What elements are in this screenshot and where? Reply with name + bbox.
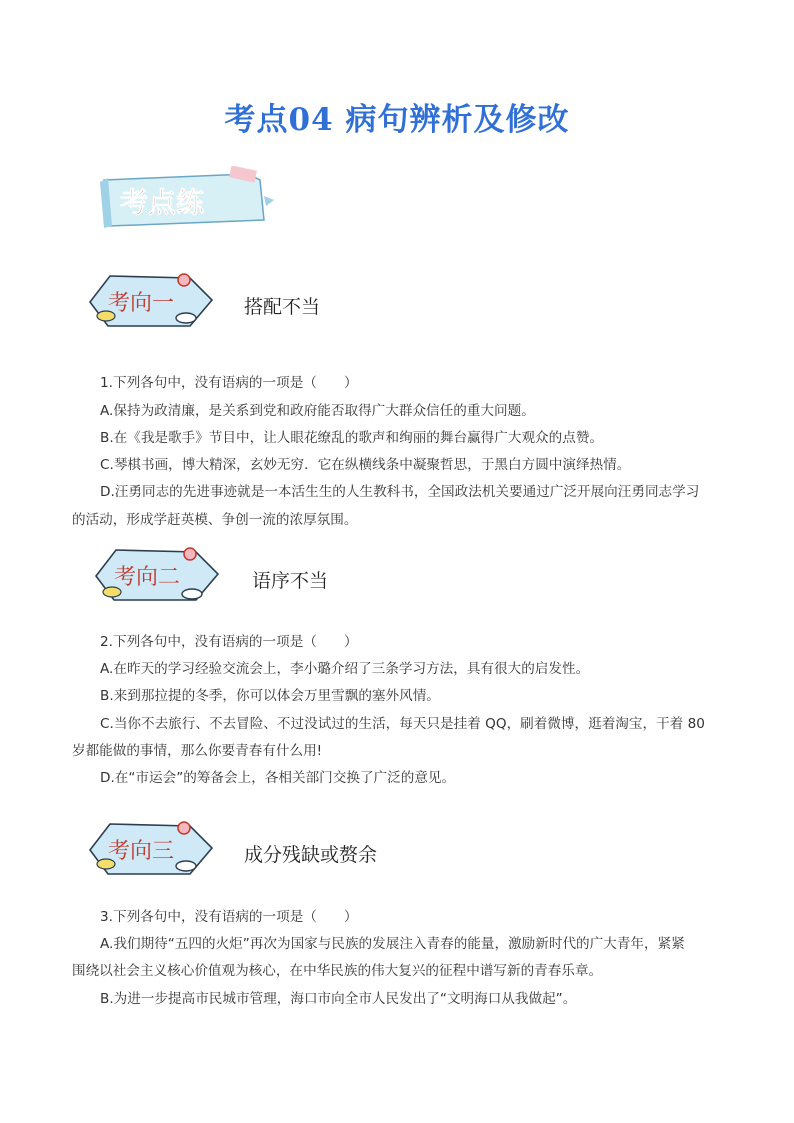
question-option-cont: 岁都能做的事情，那么你要青春有什么用! (72, 743, 323, 759)
question-option: A.在昨天的学习经验交流会上，李小璐介绍了三条学习方法，具有很大的启发性。 (100, 661, 590, 677)
question-option: B.来到那拉提的冬季，你可以体会万里雪飘的塞外风情。 (100, 688, 440, 704)
section-badge-label: 考向二 (114, 565, 181, 590)
section-banner (98, 166, 276, 232)
question-option: D.在“市运会”的筹备会上，各相关部门交换了广泛的意见。 (100, 770, 456, 786)
section-heading: 搭配不当 (244, 296, 321, 318)
question-option-cont: 的活动，形成学赶英模、争创一流的浓厚氛围。 (72, 512, 358, 528)
banner-label: 考点练 (120, 186, 205, 219)
section-badge-label: 考向三 (108, 839, 175, 864)
question-option-cont: 围绕以社会主义核心价值观为核心，在中华民族的伟大复兴的征程中谱写新的青春乐章。 (72, 963, 603, 979)
question-stem: 2.下列各句中，没有语病的一项是（ ） (100, 634, 358, 650)
question-option: B.为进一步提高市民城市管理，海口市向全市人民发出了“文明海口从我做起”。 (100, 991, 577, 1007)
section-badge-2 (92, 544, 222, 614)
section-heading: 语序不当 (252, 570, 329, 592)
question-option: C.当你不去旅行、不去冒险、不过没试过的生活，每天只是挂着 QQ，刷着微博，逛着淘宝，干着 80 (100, 716, 705, 732)
section-heading: 成分残缺或赘余 (244, 844, 378, 866)
section-badge-label: 考向一 (108, 291, 175, 316)
question-option: C.琴棋书画，博大精深，玄妙无穷．它在纵横线条中凝聚哲思，于黑白方圆中演绎热情。 (100, 457, 631, 473)
section-badge-1 (86, 270, 216, 340)
question-option: D.汪勇同志的先进事迹就是一本活生生的人生教科书，全国政法机关要通过广泛开展向汪勇同志学习 (100, 484, 700, 500)
page-title: 考点04 病句辨析及修改 (224, 102, 570, 138)
section-badge-3 (86, 818, 216, 888)
question-stem: 1.下列各句中，没有语病的一项是（ ） (100, 375, 358, 391)
question-option: A.保持为政清廉，是关系到党和政府能否取得广大群众信任的重大问题。 (100, 403, 535, 419)
question-option: B.在《我是歌手》节目中，让人眼花缭乱的歌声和绚丽的舞台赢得广大观众的点赞。 (100, 430, 604, 446)
question-stem: 3.下列各句中，没有语病的一项是（ ） (100, 909, 358, 925)
question-option: A.我们期待“五四的火炬”再次为国家与民族的发展注入青春的能量，激励新时代的广大青年，紧紧 (100, 936, 685, 952)
